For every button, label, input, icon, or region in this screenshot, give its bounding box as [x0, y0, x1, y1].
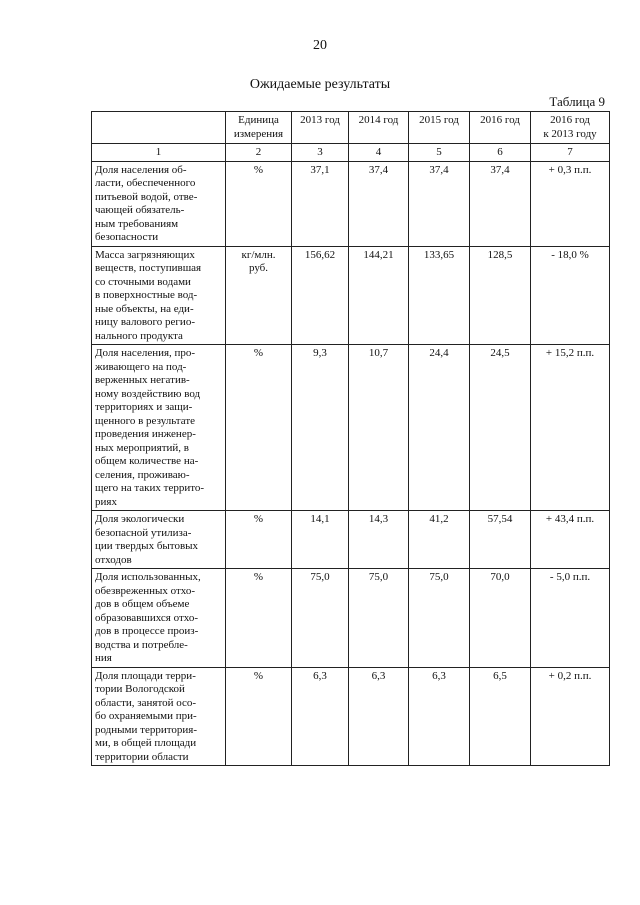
column-number: 6	[470, 144, 531, 162]
unit-cell: %	[226, 161, 292, 246]
column-number: 3	[292, 144, 349, 162]
column-number: 2	[226, 144, 292, 162]
indicator-cell: Масса загрязняющих веществ, поступившая со сточными водами в поверхностные вод- ные объекты, на еди- ницу валового регио- нального продукта	[92, 246, 226, 345]
table-row	[92, 667, 610, 766]
value-2014: 14,3	[349, 511, 409, 569]
header-2013: 2013 год	[292, 112, 349, 144]
value-2015: 6,3	[409, 667, 470, 766]
unit-cell: %	[226, 511, 292, 569]
value-2014: 37,4	[349, 161, 409, 246]
unit-cell: %	[226, 569, 292, 668]
header-2014: 2014 год	[349, 112, 409, 144]
value-2015: 37,4	[409, 161, 470, 246]
value-2013: 6,3	[292, 667, 349, 766]
unit-cell: %	[226, 345, 292, 511]
column-number: 5	[409, 144, 470, 162]
value-2013: 75,0	[292, 569, 349, 668]
value-2015: 24,4	[409, 345, 470, 511]
value-2013: 9,3	[292, 345, 349, 511]
column-number: 1	[92, 144, 226, 162]
indicator-cell: Доля населения, про- живающего на под- верженных негатив- ному воздействию вод территориях и защи- щенного в результате проведения инженер- ных мероприятий, в общем количестве на- селения, проживаю- щего на таких террито- риях	[92, 345, 226, 511]
change-cell: + 15,2 п.п.	[531, 345, 610, 511]
table-row	[92, 345, 610, 511]
header-indicator	[92, 112, 226, 144]
value-2016: 6,5	[470, 667, 531, 766]
indicator-cell: Доля населения об- ласти, обеспеченного питьевой водой, отве- чающей обязатель- ным требованиям безопасности	[92, 161, 226, 246]
indicator-cell: Доля использованных, обезвреженных отхо- дов в общем объеме образовавшихся отхо- дов в процессе произ- водства и потребле- ния	[92, 569, 226, 668]
value-2016: 128,5	[470, 246, 531, 345]
value-2013: 37,1	[292, 161, 349, 246]
header-2015: 2015 год	[409, 112, 470, 144]
page-title: Ожидаемые результаты	[249, 77, 391, 92]
value-2016: 70,0	[470, 569, 531, 668]
value-2015: 75,0	[409, 569, 470, 668]
value-2014: 75,0	[349, 569, 409, 668]
column-number: 4	[349, 144, 409, 162]
column-number-row	[92, 144, 610, 162]
change-cell: + 0,3 п.п.	[531, 161, 610, 246]
value-2013: 14,1	[292, 511, 349, 569]
table-row	[92, 511, 610, 569]
change-cell: - 5,0 п.п.	[531, 569, 610, 668]
indicator-cell: Доля площади терри- тории Вологодской области, занятой осо- бо охраняемыми при- родными территория- ми, в общей площади территории области	[92, 667, 226, 766]
page-number: 20	[313, 38, 327, 53]
value-2015: 41,2	[409, 511, 470, 569]
value-2014: 144,21	[349, 246, 409, 345]
table-row	[92, 246, 610, 345]
value-2016: 37,4	[470, 161, 531, 246]
header-change: 2016 год к 2013 году	[531, 112, 610, 144]
indicator-cell: Доля экологически безопасной утилиза- ции твердых бытовых отходов	[92, 511, 226, 569]
table-row	[92, 161, 610, 246]
change-cell: + 0,2 п.п.	[531, 667, 610, 766]
change-cell: - 18,0 %	[531, 246, 610, 345]
value-2014: 6,3	[349, 667, 409, 766]
unit-cell: %	[226, 667, 292, 766]
table-label: Таблица 9	[549, 94, 605, 109]
results-table	[91, 111, 610, 766]
column-number: 7	[531, 144, 610, 162]
unit-cell: кг/млн. руб.	[226, 246, 292, 345]
table-body	[92, 161, 610, 766]
value-2016: 24,5	[470, 345, 531, 511]
value-2015: 133,65	[409, 246, 470, 345]
table-row	[92, 569, 610, 668]
header-2016: 2016 год	[470, 112, 531, 144]
header-row	[92, 112, 610, 144]
header-unit: Единица измерения	[226, 112, 292, 144]
value-2013: 156,62	[292, 246, 349, 345]
change-cell: + 43,4 п.п.	[531, 511, 610, 569]
value-2014: 10,7	[349, 345, 409, 511]
value-2016: 57,54	[470, 511, 531, 569]
